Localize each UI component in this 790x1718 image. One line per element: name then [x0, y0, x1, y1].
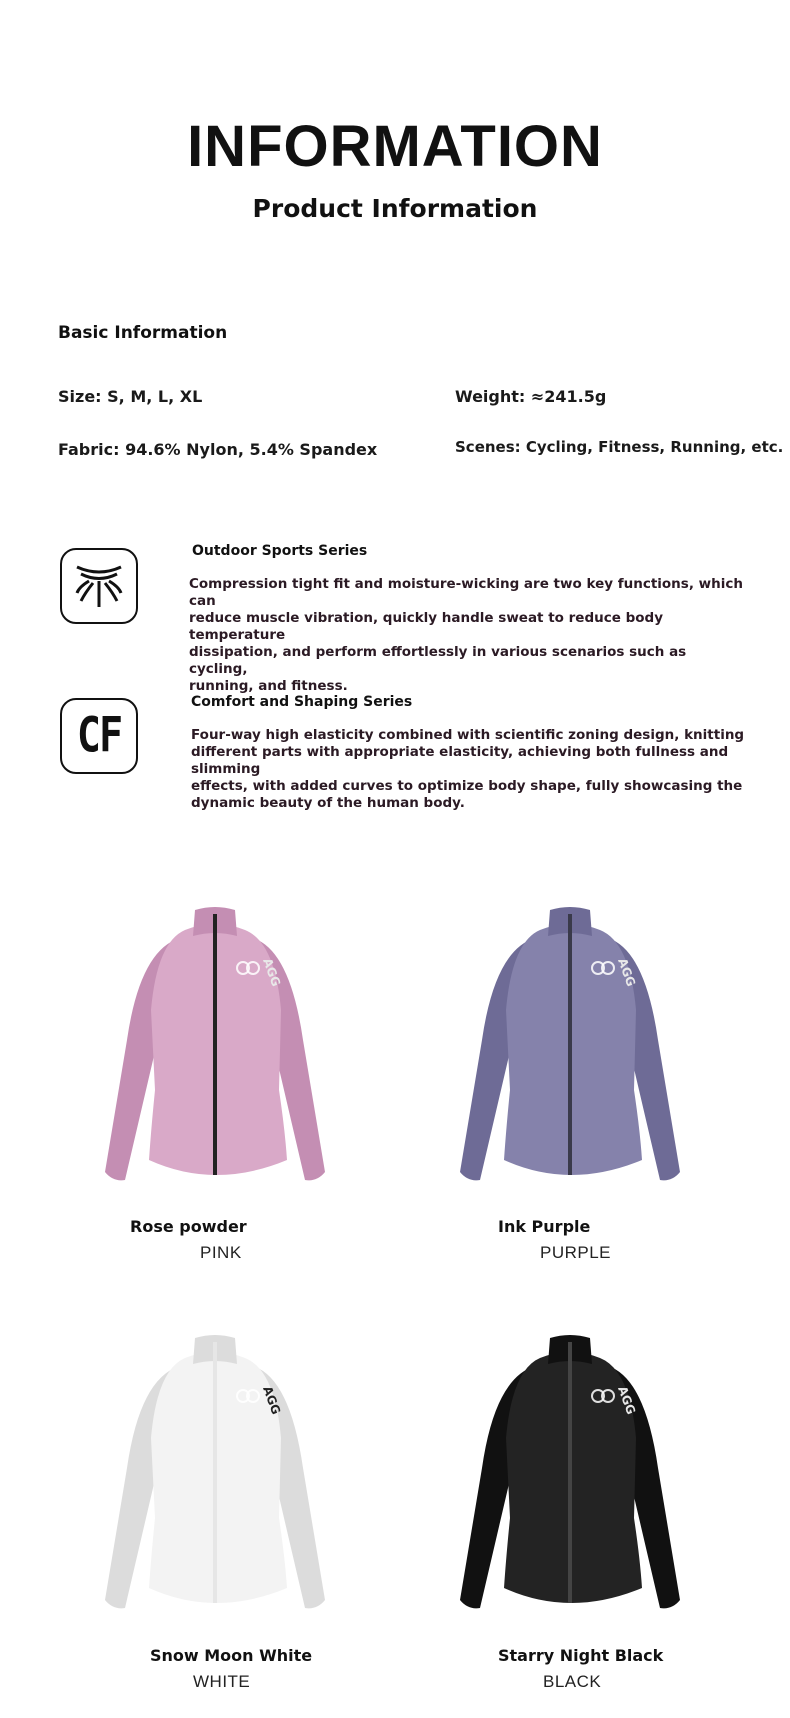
cf-logo-icon [60, 698, 138, 774]
cf-logo-text: CF [76, 708, 122, 764]
series-title: Outdoor Sports Series [192, 543, 368, 559]
description-line: different parts with appropriate elasticity, achieving both fullness and slimming [191, 744, 729, 777]
product-image [85, 1318, 345, 1642]
product-image [440, 1318, 700, 1642]
series-description [191, 727, 761, 812]
svg-text:AGG: AGG [615, 1384, 639, 1417]
jersey-illustration [440, 1318, 700, 1638]
basic-info-heading: Basic Information [58, 323, 228, 343]
color-name: Starry Night Black [498, 1646, 664, 1665]
page-title: INFORMATION [187, 114, 603, 179]
jersey-illustration [85, 890, 345, 1210]
description-line: Compression tight fit and moisture-wicking are two key functions, which can [189, 576, 743, 609]
description-line: effects, with added curves to optimize body shape, fully showcasing the [191, 778, 743, 794]
description-line: dissipation, and perform effortlessly in various scenarios such as cycling, [189, 644, 687, 677]
color-code: BLACK [543, 1672, 602, 1691]
svg-text:AGG: AGG [615, 956, 639, 989]
product-image [440, 890, 700, 1214]
description-line: dynamic beauty of the human body. [191, 795, 465, 811]
size-spec: Size: S, M, L, XL [58, 387, 203, 406]
color-code: PURPLE [540, 1243, 612, 1262]
series-description [189, 576, 749, 695]
product-image [85, 890, 345, 1214]
description-line: reduce muscle vibration, quickly handle sweat to reduce body temperature [189, 610, 663, 643]
svg-text:AGG: AGG [260, 1384, 284, 1417]
color-code: PINK [200, 1243, 242, 1262]
outdoor-emblem-icon [60, 548, 138, 624]
description-line: running, and fitness. [189, 678, 348, 694]
color-name: Ink Purple [498, 1217, 591, 1236]
weight-spec: Weight: ≈241.5g [455, 387, 607, 406]
color-code: WHITE [193, 1672, 251, 1691]
page-subtitle: Product Information [252, 194, 538, 223]
color-name: Rose powder [130, 1217, 247, 1236]
scenes-spec: Scenes: Cycling, Fitness, Running, etc. [455, 438, 784, 456]
color-name: Snow Moon White [150, 1646, 313, 1665]
series-title: Comfort and Shaping Series [191, 694, 413, 710]
jersey-illustration [85, 1318, 345, 1638]
description-line: Four-way high elasticity combined with scientific zoning design, knitting [191, 727, 745, 743]
jersey-illustration [440, 890, 700, 1210]
svg-text:AGG: AGG [260, 956, 284, 989]
fabric-spec: Fabric: 94.6% Nylon, 5.4% Spandex [58, 440, 378, 459]
